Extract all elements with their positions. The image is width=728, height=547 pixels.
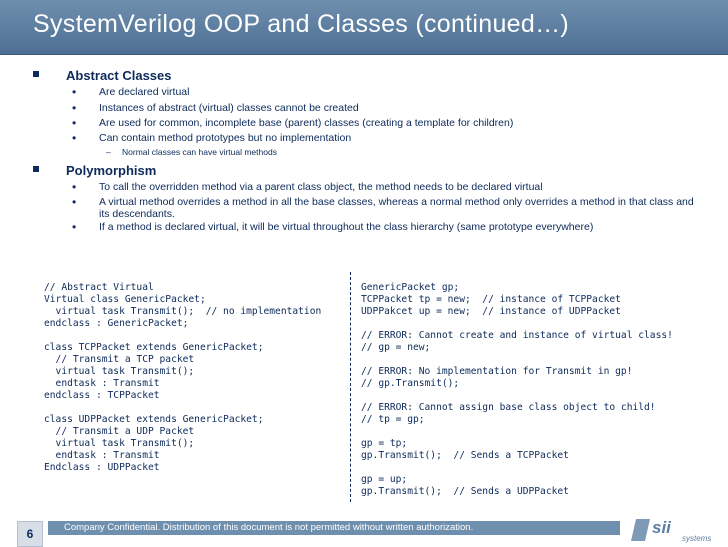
code-line: virtual task Transmit(); bbox=[44, 438, 195, 449]
dot-bullet-icon: • bbox=[72, 101, 77, 115]
slide-title: SystemVerilog OOP and Classes (continued…) bbox=[33, 10, 569, 38]
code-line: Endclass : UDPPacket bbox=[44, 462, 160, 473]
code-line bbox=[361, 426, 673, 438]
code-block-left bbox=[44, 282, 321, 474]
sub-bullet-text: Are used for common, incomplete base (parent) classes (creating a template for children) bbox=[99, 117, 514, 129]
code-line bbox=[361, 390, 673, 402]
code-line: gp.Transmit(); // Sends a UDPPacket bbox=[361, 486, 569, 497]
square-bullet-icon bbox=[33, 166, 39, 172]
sub-sub-bullet-text: Normal classes can have virtual methods bbox=[122, 147, 277, 157]
code-line: virtual task Transmit(); bbox=[44, 366, 195, 377]
square-bullet-icon bbox=[33, 71, 39, 77]
dot-bullet-icon: • bbox=[72, 116, 77, 130]
logo-slant-block-icon bbox=[631, 519, 650, 541]
code-line bbox=[361, 462, 673, 474]
code-line: // Transmit a UDP Packet bbox=[44, 426, 195, 437]
sub-bullet-text: If a method is declared virtual, it will be virtual throughout the class hierarchy (same prototype everywhere) bbox=[99, 221, 594, 233]
sub-bullet-text: A virtual method overrides a method in all the base classes, whereas a normal method only overrides a method in that class and its descendants. bbox=[99, 196, 694, 220]
sii-systems-logo bbox=[630, 516, 722, 544]
dot-bullet-icon: • bbox=[72, 195, 77, 209]
sub-bullet-text: Are declared virtual bbox=[99, 86, 190, 98]
code-line: // ERROR: Cannot create and instance of virtual class! bbox=[361, 330, 673, 341]
code-line: class UDPPacket extends GenericPacket; bbox=[44, 414, 264, 425]
code-line: endtask : Transmit bbox=[44, 378, 160, 389]
footer-bar bbox=[48, 521, 620, 535]
code-line: endclass : GenericPacket; bbox=[44, 318, 189, 329]
dashed-divider bbox=[350, 272, 351, 502]
bullet-heading: Abstract Classes bbox=[66, 68, 172, 83]
code-line: gp.Transmit(); // Sends a TCPPacket bbox=[361, 450, 569, 461]
code-line: class TCPPacket extends GenericPacket; bbox=[44, 342, 264, 353]
code-line: // Abstract Virtual bbox=[44, 282, 154, 293]
logo-sub: systems bbox=[682, 534, 712, 543]
code-line: virtual task Transmit(); // no implementation bbox=[44, 306, 322, 317]
dot-bullet-icon: • bbox=[72, 220, 77, 234]
logo-mark: sii bbox=[652, 518, 671, 537]
sub-bullet-text: To call the overridden method via a parent class object, the method needs to be declared virtual bbox=[99, 181, 543, 193]
code-line: endclass : TCPPacket bbox=[44, 390, 160, 401]
title-bar bbox=[0, 0, 728, 55]
code-block-right bbox=[361, 282, 673, 498]
dot-bullet-icon: • bbox=[72, 85, 77, 99]
code-line: GenericPacket gp; bbox=[361, 282, 460, 293]
sub-bullet-text: Can contain method prototypes but no implementation bbox=[99, 132, 352, 144]
code-line: UDPPakcet up = new; // instance of UDPPacket bbox=[361, 306, 621, 317]
sub-bullet-text: Instances of abstract (virtual) classes cannot be created bbox=[99, 102, 359, 114]
dash-bullet-icon: – bbox=[106, 147, 111, 157]
dot-bullet-icon: • bbox=[72, 180, 77, 194]
code-line: // tp = gp; bbox=[361, 414, 425, 425]
code-line: Virtual class GenericPacket; bbox=[44, 294, 206, 305]
code-line bbox=[361, 354, 673, 366]
page-number: 6 bbox=[26, 527, 34, 541]
dot-bullet-icon: • bbox=[72, 131, 77, 145]
code-line: TCPPacket tp = new; // instance of TCPPacket bbox=[361, 294, 621, 305]
code-line bbox=[361, 318, 673, 330]
code-line: // ERROR: No implementation for Transmit in gp! bbox=[361, 366, 633, 377]
code-line: // gp = new; bbox=[361, 342, 431, 353]
footer-text: Company Confidential. Distribution of this document is not permitted without written authorization. bbox=[64, 522, 474, 533]
code-line: // Transmit a TCP packet bbox=[44, 354, 195, 365]
code-line bbox=[44, 402, 321, 414]
code-line: gp = up; bbox=[361, 474, 408, 485]
code-line: // gp.Transmit(); bbox=[361, 378, 460, 389]
code-line bbox=[44, 330, 321, 342]
code-line: gp = tp; bbox=[361, 438, 408, 449]
bullet-heading: Polymorphism bbox=[66, 163, 157, 178]
page-number-box bbox=[17, 521, 43, 547]
code-line: // ERROR: Cannot assign base class object to child! bbox=[361, 402, 656, 413]
code-line: endtask : Transmit bbox=[44, 450, 160, 461]
